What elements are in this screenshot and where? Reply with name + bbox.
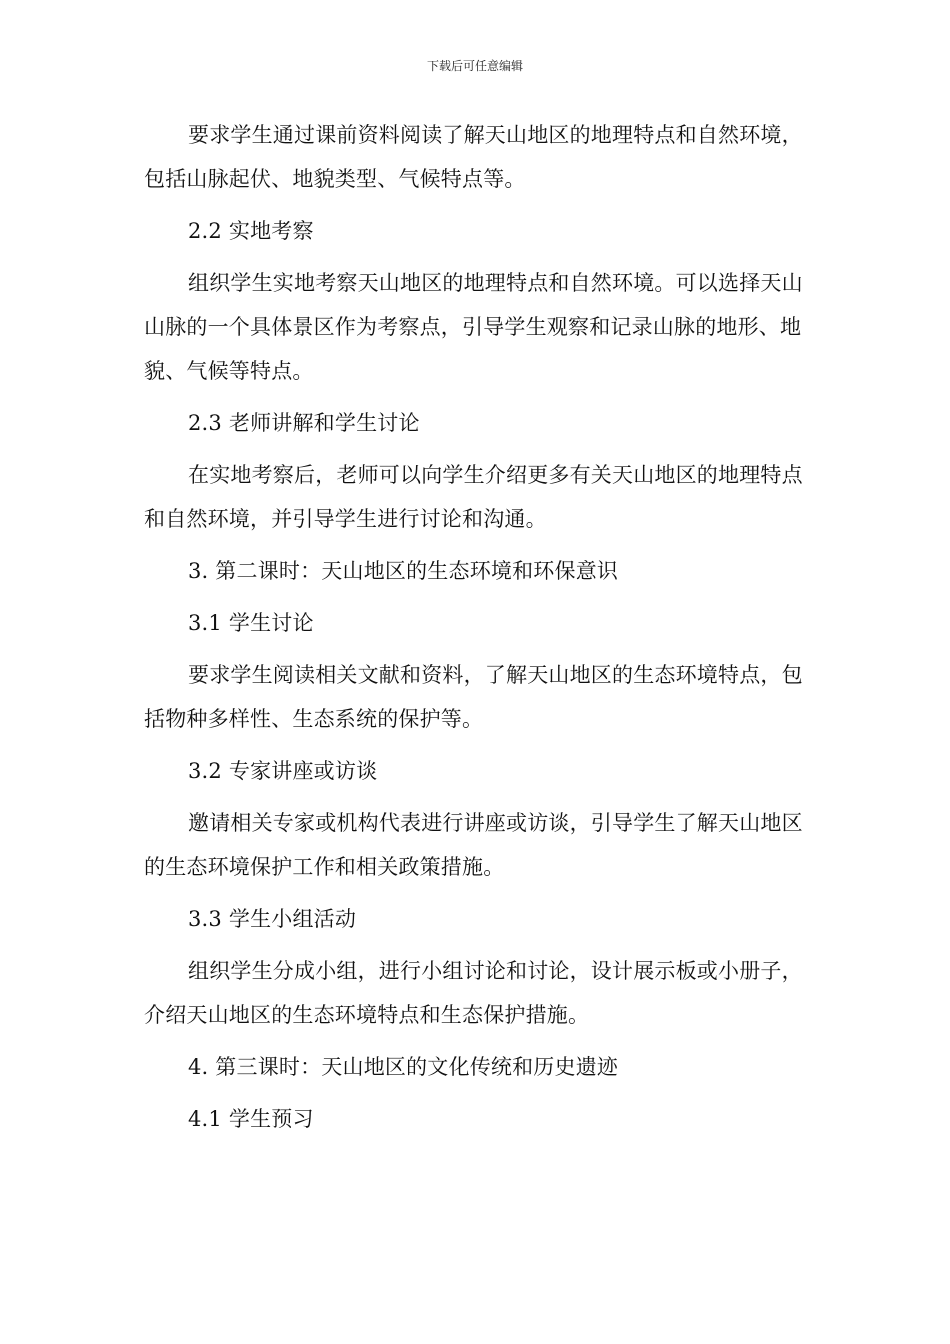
section-heading-3-3: 3.3 学生小组活动 xyxy=(188,907,357,931)
document-body xyxy=(144,113,808,1149)
section-heading-3-2: 3.2 专家讲座或访谈 xyxy=(188,759,378,783)
section-heading-2-3: 2.3 老师讲解和学生讨论 xyxy=(188,411,420,435)
paragraph-teacher-discussion: 在实地考察后，老师可以向学生介绍更多有关天山地区的地理特点和自然环境，并引导学生进行讨论和沟通。 xyxy=(144,463,803,531)
paragraph-group-activity: 组织学生分成小组，进行小组讨论和讨论，设计展示板或小册子，介绍天山地区的生态环境特点和生态保护措施。 xyxy=(144,959,803,1027)
paragraph-reading-prep: 要求学生通过课前资料阅读了解天山地区的地理特点和自然环境，包括山脉起伏、地貌类型、气候特点等。 xyxy=(144,123,803,191)
header-note: 下载后可任意编辑 xyxy=(426,59,523,73)
section-heading-4: 4. 第三课时：天山地区的文化传统和历史遗迹 xyxy=(188,1055,619,1079)
section-heading-3: 3. 第二课时：天山地区的生态环境和环保意识 xyxy=(188,559,619,583)
paragraph-field-trip: 组织学生实地考察天山地区的地理特点和自然环境。可以选择天山山脉的一个具体景区作为考察点，引导学生观察和记录山脉的地形、地貌、气候等特点。 xyxy=(144,271,803,383)
section-heading-3-1: 3.1 学生讨论 xyxy=(188,611,314,635)
section-heading-2-2: 2.2 实地考察 xyxy=(188,219,314,243)
section-heading-4-1: 4.1 学生预习 xyxy=(188,1107,314,1131)
paragraph-expert-lecture: 邀请相关专家或机构代表进行讲座或访谈，引导学生了解天山地区的生态环境保护工作和相关政策措施。 xyxy=(144,811,803,879)
paragraph-student-discussion: 要求学生阅读相关文献和资料，了解天山地区的生态环境特点，包括物种多样性、生态系统的保护等。 xyxy=(144,663,803,731)
